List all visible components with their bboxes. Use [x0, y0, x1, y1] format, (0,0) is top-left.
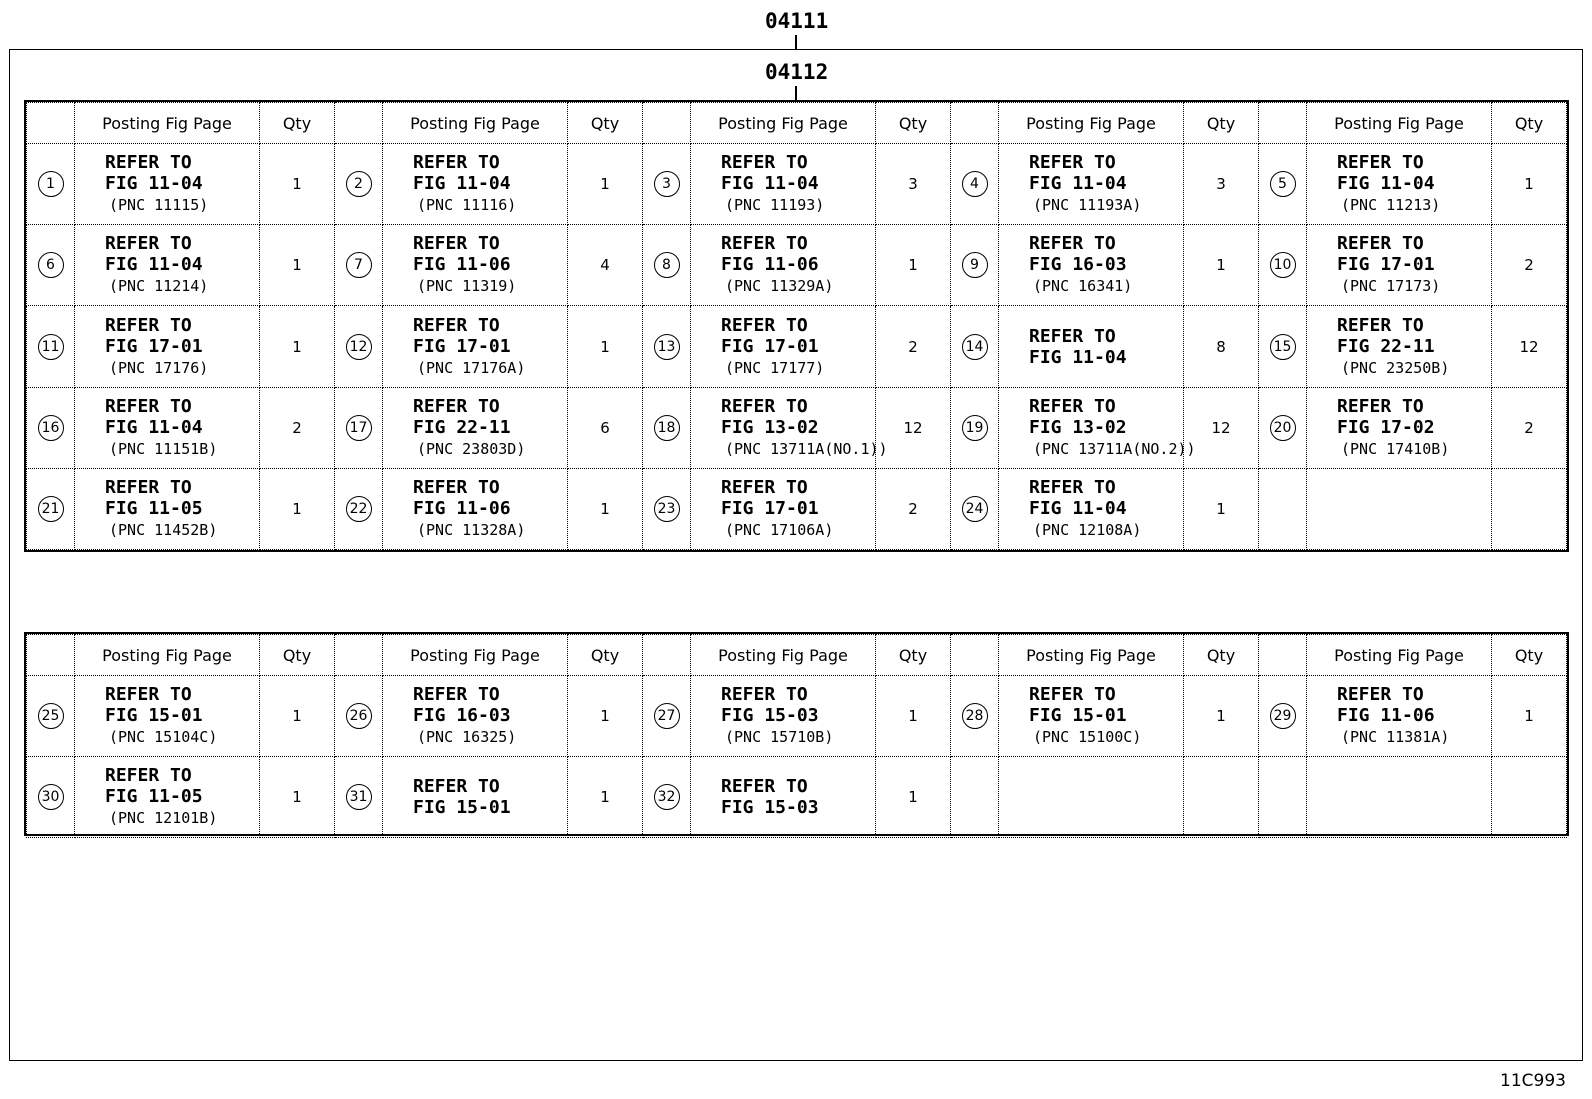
pnc-reference: (PNC 17410B) — [1341, 439, 1450, 458]
posting-fig-page-cell — [383, 387, 568, 468]
qty-cell: 2 — [876, 468, 951, 549]
pnc-reference: (PNC 11115) — [109, 196, 209, 215]
item-number-badge: 26 — [346, 703, 372, 729]
qty-cell: 1 — [260, 144, 335, 225]
item-number-badge: 10 — [1270, 252, 1296, 278]
fig-reference: FIG 13-02 — [1029, 416, 1127, 438]
pnc-reference: (PNC 17176A) — [417, 358, 526, 377]
reference-table-1 — [24, 100, 1569, 552]
header-posting-fig-page: Posting Fig Page — [383, 635, 568, 676]
header-posting-fig-page: Posting Fig Page — [75, 635, 260, 676]
posting-fig-page-cell — [75, 306, 260, 387]
refer-to-label: REFER TO — [105, 476, 192, 498]
item-number-cell — [643, 387, 691, 468]
refer-to-label: REFER TO — [721, 152, 808, 174]
refer-to-label: REFER TO — [413, 314, 500, 336]
pnc-reference: (PNC 17177) — [725, 358, 825, 377]
fig-reference: FIG 17-01 — [105, 335, 203, 357]
qty-cell: 1 — [568, 468, 643, 549]
posting-fig-page-cell — [1307, 306, 1492, 387]
posting-fig-page-cell — [75, 676, 260, 757]
posting-fig-page-cell — [1307, 144, 1492, 225]
item-number-cell — [335, 144, 383, 225]
posting-fig-page-cell — [75, 144, 260, 225]
pnc-reference: (PNC 17176) — [109, 358, 209, 377]
refer-to-label: REFER TO — [413, 152, 500, 174]
item-number-cell — [643, 468, 691, 549]
qty-cell: 1 — [1492, 144, 1567, 225]
fig-reference: FIG 11-04 — [1029, 497, 1127, 519]
item-number-cell — [27, 387, 75, 468]
refer-to-label: REFER TO — [105, 233, 192, 255]
pnc-reference: (PNC 11214) — [109, 277, 209, 296]
qty-cell: 8 — [1184, 306, 1259, 387]
fig-reference: FIG 11-04 — [1029, 173, 1127, 195]
item-number-badge: 28 — [962, 703, 988, 729]
table-row — [27, 757, 1567, 838]
fig-reference: FIG 22-11 — [1337, 335, 1435, 357]
pnc-reference: (PNC 11116) — [417, 196, 517, 215]
item-number-cell — [951, 306, 999, 387]
pnc-reference: (PNC 11193A) — [1033, 196, 1142, 215]
qty-cell: 1 — [1184, 676, 1259, 757]
refer-to-label: REFER TO — [105, 684, 192, 705]
fig-reference: FIG 15-01 — [105, 705, 203, 726]
item-number-cell — [27, 757, 75, 838]
item-number-cell — [1259, 225, 1307, 306]
item-number-cell — [951, 144, 999, 225]
reference-table-2 — [24, 632, 1569, 836]
pnc-reference: (PNC 13711A(NO.2)) — [1033, 439, 1196, 458]
fig-reference: FIG 15-01 — [413, 797, 511, 818]
refer-to-label: REFER TO — [1029, 233, 1116, 255]
fig-reference: FIG 15-03 — [721, 705, 819, 726]
item-number-badge: 1 — [38, 171, 64, 197]
pnc-reference: (PNC 16341) — [1033, 277, 1133, 296]
refer-to-label: REFER TO — [1337, 314, 1424, 336]
header-row — [27, 103, 1567, 144]
item-number-badge: 31 — [346, 784, 372, 810]
header-index-cell — [951, 103, 999, 144]
fig-reference: FIG 16-03 — [1029, 254, 1127, 276]
pnc-reference: (PNC 12108A) — [1033, 520, 1142, 539]
item-number-badge: 6 — [38, 252, 64, 278]
item-number-badge: 20 — [1270, 415, 1296, 441]
fig-reference: FIG 17-01 — [413, 335, 511, 357]
table-row — [27, 144, 1567, 225]
item-number-cell — [1259, 757, 1307, 838]
item-number-cell — [1259, 306, 1307, 387]
refer-to-label: REFER TO — [721, 684, 808, 705]
fig-reference: FIG 11-04 — [105, 416, 203, 438]
fig-reference: FIG 11-04 — [1337, 173, 1435, 195]
qty-cell: 1 — [568, 676, 643, 757]
posting-fig-page-cell — [691, 757, 876, 838]
pnc-reference: (PNC 17106A) — [725, 520, 834, 539]
pnc-reference: (PNC 23803D) — [417, 439, 526, 458]
item-number-cell — [335, 757, 383, 838]
refer-to-label: REFER TO — [1029, 395, 1116, 417]
item-number-badge: 32 — [654, 784, 680, 810]
fig-reference: FIG 15-01 — [1029, 705, 1127, 726]
fig-reference: FIG 11-06 — [413, 497, 511, 519]
header-index-cell — [1259, 635, 1307, 676]
pnc-reference: (PNC 15104C) — [109, 728, 218, 746]
qty-cell: 1 — [876, 757, 951, 838]
qty-cell: 2 — [1492, 225, 1567, 306]
posting-fig-page-cell — [999, 144, 1184, 225]
figure-id: 11C993 — [1500, 1071, 1566, 1091]
qty-cell: 1 — [1184, 225, 1259, 306]
posting-fig-page-cell — [383, 676, 568, 757]
qty-cell: 2 — [876, 306, 951, 387]
item-number-cell — [1259, 144, 1307, 225]
posting-fig-page-cell — [1307, 468, 1492, 549]
posting-fig-page-cell — [691, 225, 876, 306]
qty-cell: 3 — [876, 144, 951, 225]
posting-fig-page-cell — [691, 387, 888, 468]
pnc-reference: (PNC 11213) — [1341, 196, 1441, 215]
fig-reference: FIG 22-11 — [413, 416, 511, 438]
table-row — [27, 387, 1567, 468]
qty-cell: 1 — [260, 676, 335, 757]
refer-to-label: REFER TO — [105, 152, 192, 174]
qty-cell: 2 — [260, 387, 335, 468]
refer-to-label: REFER TO — [1029, 476, 1116, 498]
qty-cell: 1 — [568, 306, 643, 387]
header-index-cell — [27, 103, 75, 144]
posting-fig-page-cell — [75, 387, 260, 468]
pnc-reference: (PNC 15710B) — [725, 728, 834, 746]
fig-reference: FIG 11-04 — [1029, 346, 1127, 368]
header-posting-fig-page: Posting Fig Page — [999, 635, 1184, 676]
header-index-cell — [951, 635, 999, 676]
item-number-badge: 14 — [962, 334, 988, 360]
header-posting-fig-page: Posting Fig Page — [75, 103, 260, 144]
fig-reference: FIG 11-05 — [105, 497, 203, 519]
item-number-badge: 27 — [654, 703, 680, 729]
posting-fig-page-cell — [383, 306, 568, 387]
fig-reference: FIG 11-06 — [413, 254, 511, 276]
pnc-reference: (PNC 12101B) — [109, 809, 218, 827]
qty-cell: 1 — [260, 225, 335, 306]
posting-fig-page-cell — [691, 676, 876, 757]
qty-cell: 1 — [1492, 676, 1567, 757]
table-row — [27, 306, 1567, 387]
item-number-cell — [1259, 468, 1307, 549]
fig-reference: FIG 11-04 — [105, 254, 203, 276]
item-number-badge: 22 — [346, 496, 372, 522]
fig-reference: FIG 11-04 — [413, 173, 511, 195]
item-number-cell — [27, 144, 75, 225]
header-posting-fig-page: Posting Fig Page — [691, 635, 876, 676]
item-number-cell — [951, 757, 999, 838]
posting-fig-page-cell — [1307, 757, 1492, 838]
posting-fig-page-cell — [75, 757, 260, 838]
table-row — [27, 676, 1567, 757]
qty-cell: 1 — [876, 225, 951, 306]
qty-cell: 1 — [1184, 468, 1259, 549]
posting-fig-page-cell — [999, 225, 1184, 306]
refer-to-label: REFER TO — [105, 314, 192, 336]
posting-fig-page-cell — [383, 225, 568, 306]
header-qty: Qty — [1492, 635, 1567, 676]
posting-fig-page-cell — [691, 144, 876, 225]
item-number-cell — [643, 306, 691, 387]
qty-cell: 1 — [876, 676, 951, 757]
posting-fig-page-cell — [1307, 676, 1492, 757]
header-index-cell — [335, 635, 383, 676]
item-number-cell — [951, 468, 999, 549]
posting-fig-page-cell — [691, 306, 876, 387]
posting-fig-page-cell — [383, 468, 568, 549]
fig-reference: FIG 11-05 — [105, 786, 203, 807]
pnc-reference: (PNC 11151B) — [109, 439, 218, 458]
fig-reference: FIG 17-01 — [1337, 254, 1435, 276]
header-index-cell — [643, 635, 691, 676]
pnc-reference: (PNC 13711A(NO.1)) — [725, 439, 888, 458]
item-number-cell — [643, 676, 691, 757]
item-number-cell — [335, 387, 383, 468]
assembly-number: 04111 — [765, 9, 829, 33]
item-number-cell — [335, 468, 383, 549]
fig-reference: FIG 11-06 — [1337, 705, 1435, 726]
header-index-cell — [335, 103, 383, 144]
item-number-cell — [27, 225, 75, 306]
refer-to-label: REFER TO — [413, 684, 500, 705]
qty-cell: 2 — [1492, 387, 1567, 468]
header-qty: Qty — [1184, 635, 1259, 676]
qty-cell: 12 — [1492, 306, 1567, 387]
fig-reference: FIG 13-02 — [721, 416, 819, 438]
refer-to-label: REFER TO — [721, 776, 808, 797]
posting-fig-page-cell — [691, 468, 876, 549]
fig-reference: FIG 11-04 — [721, 173, 819, 195]
posting-fig-page-cell — [1307, 225, 1492, 306]
refer-to-label: REFER TO — [413, 233, 500, 255]
refer-to-label: REFER TO — [105, 395, 192, 417]
header-qty: Qty — [1492, 103, 1567, 144]
item-number-badge: 11 — [38, 334, 64, 360]
refer-to-label: REFER TO — [1029, 325, 1116, 347]
fig-reference: FIG 17-01 — [721, 335, 819, 357]
qty-cell: 1 — [260, 757, 335, 838]
qty-cell — [1492, 468, 1567, 549]
item-number-cell — [951, 387, 999, 468]
qty-cell: 4 — [568, 225, 643, 306]
header-index-cell — [1259, 103, 1307, 144]
header-index-cell — [27, 635, 75, 676]
item-number-cell — [643, 225, 691, 306]
table-row — [27, 468, 1567, 549]
pnc-reference: (PNC 15100C) — [1033, 728, 1142, 746]
refer-to-label: REFER TO — [413, 395, 500, 417]
pnc-reference: (PNC 11452B) — [109, 520, 218, 539]
item-number-badge: 9 — [962, 252, 988, 278]
item-number-badge: 8 — [654, 252, 680, 278]
header-posting-fig-page: Posting Fig Page — [1307, 103, 1492, 144]
refer-to-label: REFER TO — [721, 395, 808, 417]
qty-cell: 1 — [260, 468, 335, 549]
posting-fig-page-cell — [1307, 387, 1492, 468]
table-row — [27, 225, 1567, 306]
item-number-badge: 7 — [346, 252, 372, 278]
posting-fig-page-cell — [999, 676, 1184, 757]
posting-fig-page-cell — [999, 306, 1184, 387]
header-index-cell — [643, 103, 691, 144]
refer-to-label: REFER TO — [1337, 684, 1424, 705]
item-number-badge: 17 — [346, 415, 372, 441]
item-number-badge: 30 — [38, 784, 64, 810]
header-qty: Qty — [260, 635, 335, 676]
fig-reference: FIG 11-04 — [105, 173, 203, 195]
posting-fig-page-cell — [999, 757, 1184, 838]
pnc-reference: (PNC 11319) — [417, 277, 517, 296]
refer-to-label: REFER TO — [721, 476, 808, 498]
item-number-badge: 2 — [346, 171, 372, 197]
fig-reference: FIG 16-03 — [413, 705, 511, 726]
posting-fig-page-cell — [999, 468, 1184, 549]
posting-fig-page-cell — [999, 387, 1196, 468]
refer-to-label: REFER TO — [413, 776, 500, 797]
header-posting-fig-page: Posting Fig Page — [383, 103, 568, 144]
pnc-reference: (PNC 11329A) — [725, 277, 834, 296]
posting-fig-page-cell — [75, 225, 260, 306]
item-number-cell — [27, 676, 75, 757]
header-row — [27, 635, 1567, 676]
header-qty: Qty — [568, 103, 643, 144]
item-number-badge: 12 — [346, 334, 372, 360]
item-number-badge: 5 — [1270, 171, 1296, 197]
item-number-badge: 21 — [38, 496, 64, 522]
item-number-badge: 15 — [1270, 334, 1296, 360]
qty-cell: 1 — [568, 757, 643, 838]
qty-cell: 12 — [1184, 387, 1259, 468]
qty-cell: 12 — [876, 387, 951, 468]
header-posting-fig-page: Posting Fig Page — [1307, 635, 1492, 676]
sub-assembly-number: 04112 — [765, 60, 829, 84]
item-number-cell — [643, 144, 691, 225]
item-number-cell — [643, 757, 691, 838]
item-number-cell — [27, 306, 75, 387]
refer-to-label: REFER TO — [413, 476, 500, 498]
fig-reference: FIG 15-03 — [721, 797, 819, 818]
posting-fig-page-cell — [75, 468, 260, 549]
qty-cell — [1184, 757, 1259, 838]
item-number-badge: 23 — [654, 496, 680, 522]
header-qty: Qty — [876, 103, 951, 144]
header-qty: Qty — [876, 635, 951, 676]
qty-cell: 1 — [568, 144, 643, 225]
item-number-cell — [27, 468, 75, 549]
pnc-reference: (PNC 16325) — [417, 728, 517, 746]
item-number-badge: 29 — [1270, 703, 1296, 729]
item-number-cell — [335, 225, 383, 306]
item-number-cell — [335, 306, 383, 387]
refer-to-label: REFER TO — [1029, 684, 1116, 705]
qty-cell: 6 — [568, 387, 643, 468]
item-number-cell — [1259, 676, 1307, 757]
item-number-badge: 4 — [962, 171, 988, 197]
sub-assembly-leader-line — [795, 86, 797, 101]
assembly-leader-line — [795, 35, 797, 50]
header-posting-fig-page: Posting Fig Page — [691, 103, 876, 144]
item-number-badge: 19 — [962, 415, 988, 441]
pnc-reference: (PNC 23250B) — [1341, 358, 1450, 377]
refer-to-label: REFER TO — [105, 765, 192, 786]
qty-cell — [1492, 757, 1567, 838]
item-number-cell — [1259, 387, 1307, 468]
header-posting-fig-page: Posting Fig Page — [999, 103, 1184, 144]
item-number-badge: 3 — [654, 171, 680, 197]
posting-fig-page-cell — [383, 757, 568, 838]
fig-reference: FIG 17-02 — [1337, 416, 1435, 438]
refer-to-label: REFER TO — [1029, 152, 1116, 174]
pnc-reference: (PNC 17173) — [1341, 277, 1441, 296]
pnc-reference: (PNC 11381A) — [1341, 728, 1450, 746]
fig-reference: FIG 11-06 — [721, 254, 819, 276]
refer-to-label: REFER TO — [1337, 395, 1424, 417]
refer-to-label: REFER TO — [1337, 233, 1424, 255]
header-qty: Qty — [568, 635, 643, 676]
refer-to-label: REFER TO — [721, 233, 808, 255]
pnc-reference: (PNC 11193) — [725, 196, 825, 215]
item-number-cell — [951, 676, 999, 757]
qty-cell: 3 — [1184, 144, 1259, 225]
item-number-badge: 18 — [654, 415, 680, 441]
item-number-badge: 25 — [38, 703, 64, 729]
header-qty: Qty — [1184, 103, 1259, 144]
posting-fig-page-cell — [383, 144, 568, 225]
fig-reference: FIG 17-01 — [721, 497, 819, 519]
item-number-badge: 24 — [962, 496, 988, 522]
item-number-cell — [335, 676, 383, 757]
item-number-badge: 16 — [38, 415, 64, 441]
item-number-badge: 13 — [654, 334, 680, 360]
header-qty: Qty — [260, 103, 335, 144]
pnc-reference: (PNC 11328A) — [417, 520, 526, 539]
refer-to-label: REFER TO — [721, 314, 808, 336]
qty-cell: 1 — [260, 306, 335, 387]
refer-to-label: REFER TO — [1337, 152, 1424, 174]
item-number-cell — [951, 225, 999, 306]
